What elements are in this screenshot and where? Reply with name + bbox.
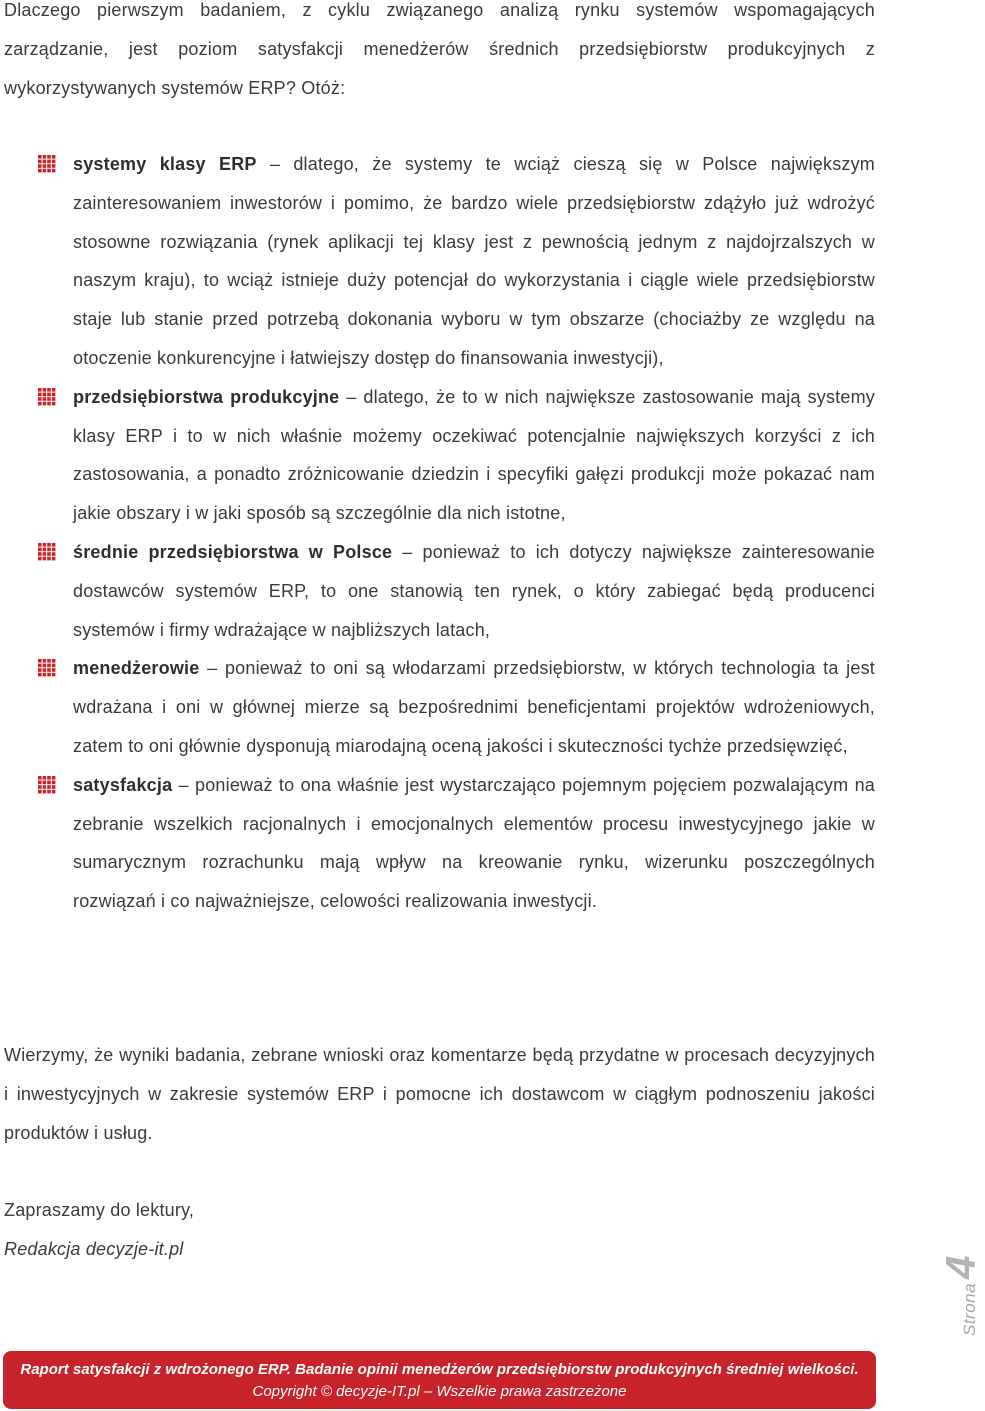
footer-title: Raport satysfakcji z wdrożonego ERP. Badanie opinii menedżerów przedsiębiorstw produkcyjnych średniej wielkości.	[20, 1361, 859, 1378]
list-item	[73, 649, 875, 765]
footer-banner	[3, 1351, 876, 1409]
list-item	[73, 533, 875, 649]
red-grid-bullet-icon	[38, 155, 56, 173]
bullet-text: – dlatego, że systemy te wciąż cieszą się w Polsce największym zainteresowaniem inwestorów i pomimo, że bardzo wiele przedsiębiorstw zdążyło już wdrożyć stosowne rozwiązania (rynek aplikacji tej klasy jest z pewnością jednym z najdojrzalszych w naszym kraju), to wciąż istnieje duży potencjał do wykorzystania i ciągle wiele przedsiębiorstw staje lub stanie przed potrzebą dokonania wyboru w tym obszarze (chociażby ze względu na otoczenie konkurencyjne i łatwiejszy dostęp do finansowania inwestycji),	[73, 154, 875, 368]
red-grid-bullet-icon	[38, 388, 56, 406]
red-grid-bullet-icon	[38, 776, 56, 794]
page-label: Strona	[960, 1282, 979, 1336]
list-item	[73, 378, 875, 533]
bullet-text: – ponieważ to ich dotyczy największe zainteresowanie dostawców systemów ERP, to one stanowią ten rynek, o który zabiegać będą producenci systemów i firmy wdrażające w najbliższych latach,	[73, 541, 875, 640]
bullet-term: średnie przedsiębiorstwa w Polsce	[73, 541, 393, 562]
closing-text: Zapraszamy do lektury,	[4, 1200, 195, 1220]
signature: Redakcja decyzje-it.pl	[4, 1238, 184, 1259]
bullet-term: menedżerowie	[73, 658, 200, 679]
bullet-text: – ponieważ to oni są włodarzami przedsiębiorstw, w których technologia ta jest wdrażana i oni w głównej mierze są bezpośrednimi beneficjentami projektów wdrożeniowych, zatem to oni głównie dysponują miarodajną oceną jakości i skuteczności tychże przedsięwzięć,	[73, 658, 875, 756]
bullet-term: systemy klasy ERP	[73, 154, 257, 174]
bullet-term: przedsiębiorstwa produkcyjne	[73, 386, 340, 407]
page-indicator	[937, 1256, 985, 1336]
red-grid-bullet-icon	[38, 659, 56, 677]
closing-block	[4, 1191, 875, 1269]
red-grid-bullet-icon	[38, 543, 56, 561]
bullet-text: – ponieważ to ona właśnie jest wystarczająco pojemnym pojęciem pozwalającym na zebranie wszelkich racjonalnych i emocjonalnych elementów procesu inwestycyjnego jakie w sumarycznym rozrachunku mają wpływ na kreowanie rynku, wizerunku poszczególnych rozwiązań i co najważniejsze, celowości realizowania inwestycji.	[73, 774, 875, 912]
page-number: 4	[937, 1255, 984, 1279]
bullet-text: – dlatego, że to w nich największe zastosowanie mają systemy klasy ERP i to w nich właśnie możemy oczekiwać potencjalnie największych korzyści z ich zastosowania, a ponadto zróżnicowanie dziedzin i specyfiki gałęzi produkcji może pokazać nam jakie obszary i w jaki sposób są szczególnie dla nich istotne,	[73, 386, 875, 524]
outro-paragraph: Wierzymy, że wyniki badania, zebrane wnioski oraz komentarze będą przydatne w procesach decyzyjnych i inwestycyjnych w zakresie systemów ERP i pomocne ich dostawcom w ciągłym podnoszeniu jakości produktów i usług.	[4, 1045, 875, 1143]
bullet-term: satysfakcja	[73, 774, 173, 795]
intro-paragraph: Dlaczego pierwszym badaniem, z cyklu związanego analizą rynku systemów wspomagających zarządzanie, jest poziom satysfakcji menedżerów średnich przedsiębiorstw produkcyjnych z wykorzystywanych systemów ERP? Otóż:	[4, 0, 875, 98]
list-item	[73, 766, 875, 921]
footer-copyright: Copyright © decyzje-IT.pl – Wszelkie prawa zastrzeżone	[252, 1383, 627, 1400]
reasons-list	[0, 145, 960, 921]
list-item	[73, 145, 875, 378]
